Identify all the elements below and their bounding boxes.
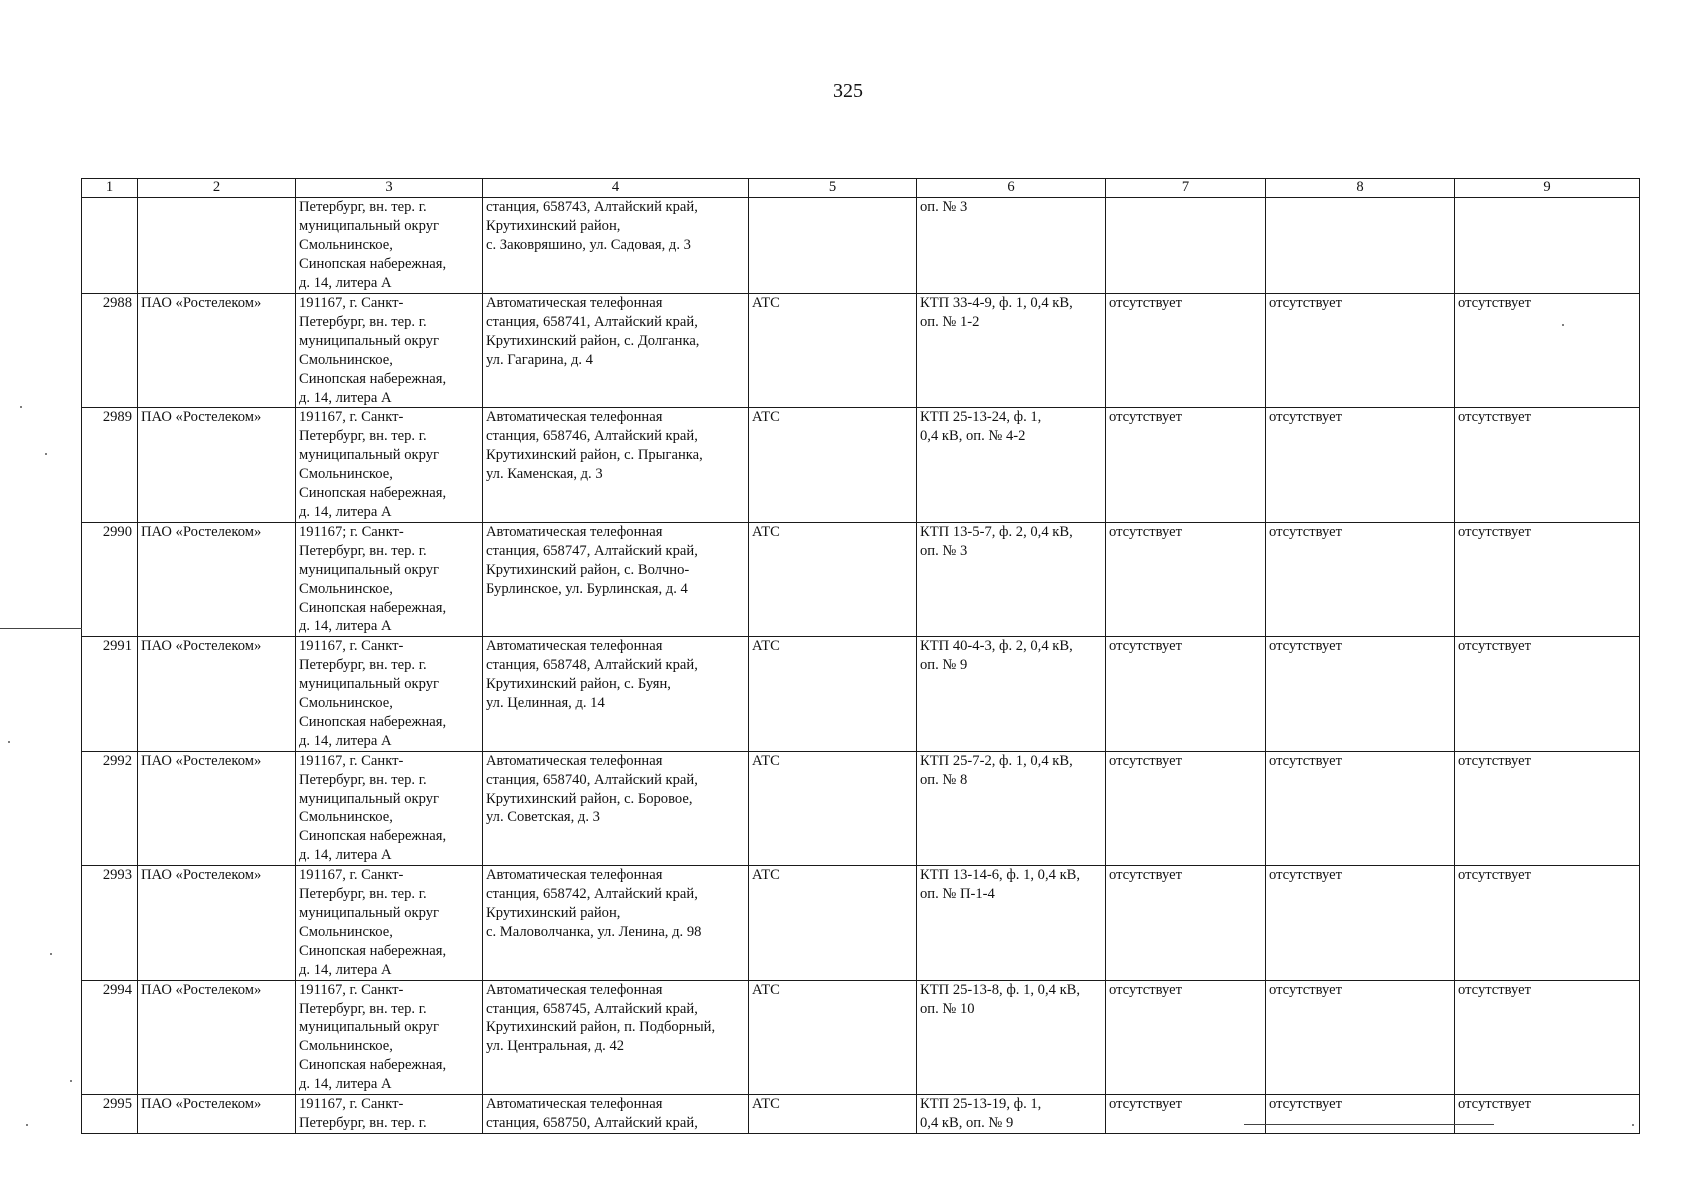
table-cell xyxy=(749,198,917,294)
header-col-9: 9 xyxy=(1455,179,1640,198)
scan-artifact-line xyxy=(1244,1124,1494,1125)
table-cell xyxy=(1455,198,1640,294)
col7-cell: отсутствует xyxy=(1106,751,1266,865)
header-col-2: 2 xyxy=(138,179,296,198)
scan-artifact-speck xyxy=(1562,324,1564,326)
object-cell: Автоматическая телефонная станция, 658742, Алтайский край, Крутихинский район, с. Маловолчанка, ул. Ленина, д. 98 xyxy=(483,866,749,980)
object-type-cell: АТС xyxy=(749,980,917,1094)
col8-cell: отсутствует xyxy=(1266,1095,1455,1134)
col7-cell: отсутствует xyxy=(1106,980,1266,1094)
row-number-cell: 2991 xyxy=(82,637,138,751)
object-type-cell: АТС xyxy=(749,408,917,522)
object-cell: Автоматическая телефонная станция, 658741, Алтайский край, Крутихинский район, с. Долганка, ул. Гагарина, д. 4 xyxy=(483,294,749,408)
table-row xyxy=(82,751,1640,865)
scan-artifact-speck xyxy=(70,1080,72,1082)
page-number: 325 xyxy=(833,80,863,102)
header-col-1: 1 xyxy=(82,179,138,198)
organization-cell: ПАО «Ростелеком» xyxy=(138,294,296,408)
organization-cell: ПАО «Ростелеком» xyxy=(138,522,296,636)
organization-cell: ПАО «Ростелеком» xyxy=(138,637,296,751)
address-cell: Петербург, вн. тер. г. муниципальный округ Смольнинское, Синопская набережная, д. 14, литера А xyxy=(296,198,483,294)
header-col-3: 3 xyxy=(296,179,483,198)
col9-cell: отсутствует xyxy=(1455,408,1640,522)
power-source-cell: КТП 13-14-6, ф. 1, 0,4 кВ, оп. № П-1-4 xyxy=(917,866,1106,980)
col7-cell: отсутствует xyxy=(1106,1095,1266,1134)
power-source-cell: КТП 25-13-19, ф. 1, 0,4 кВ, оп. № 9 xyxy=(917,1095,1106,1134)
header-col-7: 7 xyxy=(1106,179,1266,198)
scan-artifact-speck xyxy=(26,1124,28,1126)
object-cell: Автоматическая телефонная станция, 658746, Алтайский край, Крутихинский район, с. Прыганка, ул. Каменская, д. 3 xyxy=(483,408,749,522)
header-col-8: 8 xyxy=(1266,179,1455,198)
object-type-cell: АТС xyxy=(749,522,917,636)
row-number-cell: 2990 xyxy=(82,522,138,636)
table-cell xyxy=(82,198,138,294)
col9-cell: отсутствует xyxy=(1455,522,1640,636)
col8-cell: отсутствует xyxy=(1266,866,1455,980)
address-cell: 191167; г. Санкт- Петербург, вн. тер. г. муниципальный округ Смольнинское, Синопская набережная, д. 14, литера А xyxy=(296,522,483,636)
organization-cell: ПАО «Ростелеком» xyxy=(138,408,296,522)
object-type-cell: АТС xyxy=(749,751,917,865)
scan-artifact-speck xyxy=(8,741,10,743)
scan-artifact-speck xyxy=(1632,1124,1634,1126)
power-source-cell: оп. № 3 xyxy=(917,198,1106,294)
object-cell: Автоматическая телефонная станция, 658750, Алтайский край, xyxy=(483,1095,749,1134)
table-cell xyxy=(1106,198,1266,294)
address-cell: 191167, г. Санкт- Петербург, вн. тер. г. муниципальный округ Смольнинское, Синопская набережная, д. 14, литера А xyxy=(296,294,483,408)
address-cell: 191167, г. Санкт- Петербург, вн. тер. г. xyxy=(296,1095,483,1134)
address-cell: 191167, г. Санкт- Петербург, вн. тер. г. муниципальный округ Смольнинское, Синопская набережная, д. 14, литера А xyxy=(296,408,483,522)
power-source-cell: КТП 40-4-3, ф. 2, 0,4 кВ, оп. № 9 xyxy=(917,637,1106,751)
object-type-cell: АТС xyxy=(749,1095,917,1134)
power-source-cell: КТП 13-5-7, ф. 2, 0,4 кВ, оп. № 3 xyxy=(917,522,1106,636)
object-type-cell: АТС xyxy=(749,866,917,980)
col7-cell: отсутствует xyxy=(1106,408,1266,522)
organization-cell: ПАО «Ростелеком» xyxy=(138,866,296,980)
col8-cell: отсутствует xyxy=(1266,522,1455,636)
object-cell: Автоматическая телефонная станция, 658748, Алтайский край, Крутихинский район, с. Буян, ул. Целинная, д. 14 xyxy=(483,637,749,751)
power-source-cell: КТП 25-13-8, ф. 1, 0,4 кВ, оп. № 10 xyxy=(917,980,1106,1094)
table-cell xyxy=(1266,198,1455,294)
col8-cell: отсутствует xyxy=(1266,408,1455,522)
table-row xyxy=(82,522,1640,636)
row-number-cell: 2992 xyxy=(82,751,138,865)
scan-artifact-speck xyxy=(45,453,47,455)
table-row xyxy=(82,408,1640,522)
header-row xyxy=(82,179,1640,198)
object-cell: Автоматическая телефонная станция, 658745, Алтайский край, Крутихинский район, п. Подборный, ул. Центральная, д. 42 xyxy=(483,980,749,1094)
power-source-cell: КТП 33-4-9, ф. 1, 0,4 кВ, оп. № 1-2 xyxy=(917,294,1106,408)
object-cell: Автоматическая телефонная станция, 658747, Алтайский край, Крутихинский район, с. Волчно- Бурлинское, ул. Бурлинская, д. 4 xyxy=(483,522,749,636)
continuation-row xyxy=(82,198,1640,294)
col8-cell: отсутствует xyxy=(1266,751,1455,865)
scan-artifact-speck xyxy=(50,953,52,955)
register-table xyxy=(81,178,1640,1134)
col8-cell: отсутствует xyxy=(1266,637,1455,751)
object-type-cell: АТС xyxy=(749,637,917,751)
object-cell: Автоматическая телефонная станция, 658740, Алтайский край, Крутихинский район, с. Боровое, ул. Советская, д. 3 xyxy=(483,751,749,865)
organization-cell: ПАО «Ростелеком» xyxy=(138,751,296,865)
col8-cell: отсутствует xyxy=(1266,294,1455,408)
address-cell: 191167, г. Санкт- Петербург, вн. тер. г. муниципальный округ Смольнинское, Синопская набережная, д. 14, литера А xyxy=(296,980,483,1094)
organization-cell: ПАО «Ростелеком» xyxy=(138,1095,296,1134)
col7-cell: отсутствует xyxy=(1106,866,1266,980)
header-col-5: 5 xyxy=(749,179,917,198)
organization-cell: ПАО «Ростелеком» xyxy=(138,980,296,1094)
col9-cell: отсутствует xyxy=(1455,294,1640,408)
table-cell xyxy=(138,198,296,294)
table-row xyxy=(82,637,1640,751)
address-cell: 191167, г. Санкт- Петербург, вн. тер. г. муниципальный округ Смольнинское, Синопская набережная, д. 14, литера А xyxy=(296,751,483,865)
row-number-cell: 2994 xyxy=(82,980,138,1094)
col9-cell: отсутствует xyxy=(1455,1095,1640,1134)
table-row xyxy=(82,294,1640,408)
object-cell: станция, 658743, Алтайский край, Крутихинский район, с. Заковряшино, ул. Садовая, д. 3 xyxy=(483,198,749,294)
col9-cell: отсутствует xyxy=(1455,637,1640,751)
row-number-cell: 2989 xyxy=(82,408,138,522)
col8-cell: отсутствует xyxy=(1266,980,1455,1094)
address-cell: 191167, г. Санкт- Петербург, вн. тер. г. муниципальный округ Смольнинское, Синопская набережная, д. 14, литера А xyxy=(296,866,483,980)
scan-artifact-speck xyxy=(20,406,22,408)
row-number-cell: 2993 xyxy=(82,866,138,980)
power-source-cell: КТП 25-7-2, ф. 1, 0,4 кВ, оп. № 8 xyxy=(917,751,1106,865)
row-number-cell: 2988 xyxy=(82,294,138,408)
row-number-cell: 2995 xyxy=(82,1095,138,1134)
address-cell: 191167, г. Санкт- Петербург, вн. тер. г. муниципальный округ Смольнинское, Синопская набережная, д. 14, литера А xyxy=(296,637,483,751)
table-row xyxy=(82,980,1640,1094)
header-col-6: 6 xyxy=(917,179,1106,198)
col7-cell: отсутствует xyxy=(1106,294,1266,408)
table-row xyxy=(82,866,1640,980)
col7-cell: отсутствует xyxy=(1106,522,1266,636)
partial-table-row xyxy=(82,1095,1640,1134)
header-col-4: 4 xyxy=(483,179,749,198)
col9-cell: отсутствует xyxy=(1455,980,1640,1094)
power-source-cell: КТП 25-13-24, ф. 1, 0,4 кВ, оп. № 4-2 xyxy=(917,408,1106,522)
col7-cell: отсутствует xyxy=(1106,637,1266,751)
col9-cell: отсутствует xyxy=(1455,866,1640,980)
col9-cell: отсутствует xyxy=(1455,751,1640,865)
scan-artifact-line xyxy=(0,628,82,629)
object-type-cell: АТС xyxy=(749,294,917,408)
